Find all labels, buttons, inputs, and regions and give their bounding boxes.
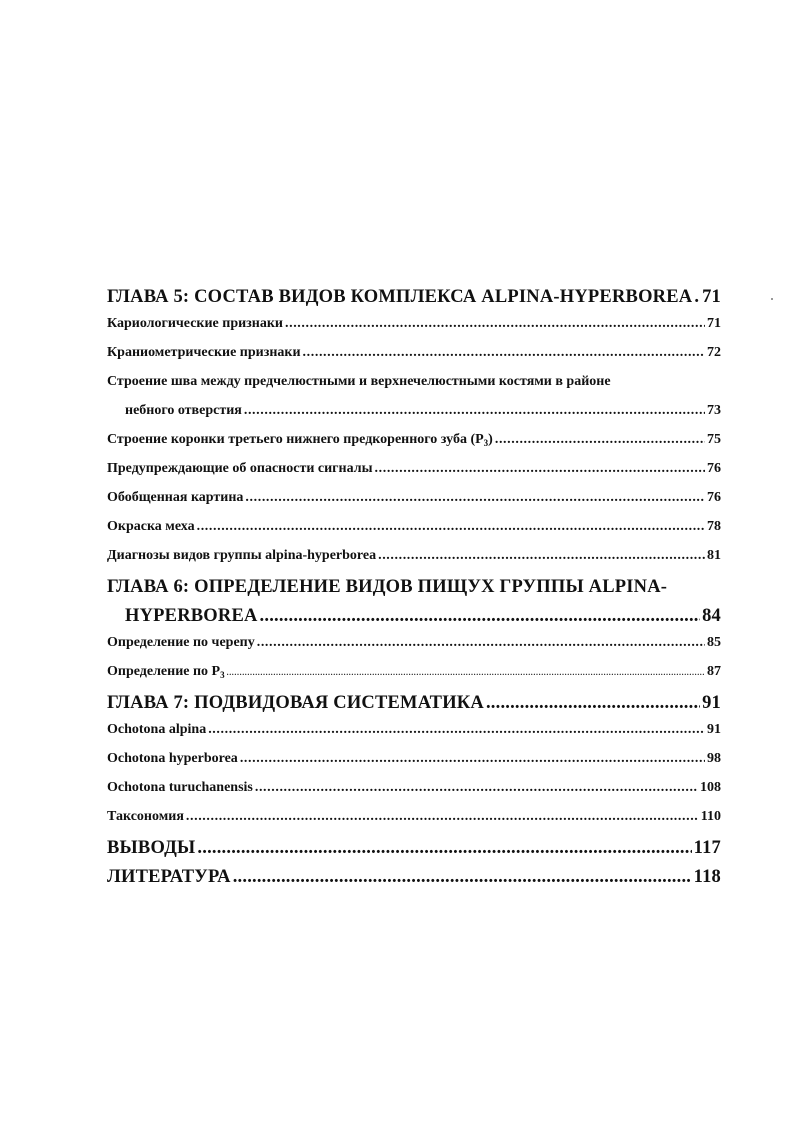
table-of-contents (107, 287, 721, 896)
toc-section-fur-color[interactable] (107, 519, 721, 548)
dot-leader (375, 461, 705, 477)
toc-entry-title: Обобщенная картина (107, 490, 244, 505)
toc-entry-title: Ochotona alpina (107, 722, 207, 737)
toc-page-number: 117 (693, 838, 721, 858)
dot-leader (208, 722, 705, 738)
toc-chapter-6-line1[interactable] (107, 577, 721, 606)
scan-speck (771, 298, 773, 300)
toc-section-ochotona-alpina[interactable] (107, 722, 721, 751)
dot-leader (378, 548, 705, 564)
toc-chapter-7[interactable] (107, 693, 721, 722)
toc-entry-title: Ochotona hyperborea (107, 751, 238, 766)
toc-page-number: 71 (702, 287, 721, 307)
toc-page-number: 76 (707, 461, 721, 476)
dot-leader (257, 635, 705, 651)
dot-leader (245, 490, 705, 506)
toc-section-p3-id[interactable] (107, 664, 721, 693)
toc-literature[interactable] (107, 867, 721, 896)
toc-section-summary[interactable] (107, 490, 721, 519)
toc-section-taxonomy[interactable] (107, 809, 721, 838)
toc-entry-title: ГЛАВА 6: ОПРЕДЕЛЕНИЕ ВИДОВ ПИЩУХ ГРУППЫ ALPINA- (107, 577, 668, 597)
toc-entry-title-continued: небного отверстия (125, 403, 242, 418)
toc-entry-title: Предупреждающие об опасности сигналы (107, 461, 373, 476)
toc-page-number: 81 (707, 548, 721, 563)
toc-page-number: 76 (707, 490, 721, 505)
toc-section-ochotona-hyperborea[interactable] (107, 751, 721, 780)
toc-entry-title: Таксономия (107, 809, 184, 824)
toc-section-suture[interactable] (107, 403, 721, 432)
toc-page-number: 71 (707, 316, 721, 331)
dot-leader (303, 345, 705, 361)
dot-leader (285, 316, 705, 332)
toc-entry-title: Определение по $P_3$ (107, 664, 225, 680)
toc-page-number: 84 (702, 606, 721, 626)
toc-page-number: 110 (700, 809, 721, 824)
toc-section-diagnoses[interactable] (107, 548, 721, 577)
toc-entry-title: Определение по черепу (107, 635, 255, 650)
toc-entry-title: Строение шва между предчелюстными и верхнечелюстными костями в районе (107, 374, 611, 389)
dot-leader (486, 693, 700, 714)
dot-leader (233, 867, 692, 888)
dot-leader (240, 751, 705, 767)
dot-leader (244, 403, 705, 419)
dot-leader (495, 432, 705, 448)
toc-page-number: 75 (707, 432, 721, 447)
dot-leader (255, 780, 698, 796)
toc-section-warning-signals[interactable] (107, 461, 721, 490)
dot-leader (694, 287, 700, 308)
toc-page-number: 98 (707, 751, 721, 766)
toc-entry-title: Диагнозы видов группы alpina-hyperborea (107, 548, 377, 563)
toc-entry-title: Окраска меха (107, 519, 195, 534)
toc-entry-title: Ochotona turuchanensis (107, 780, 253, 795)
toc-entry-title: ГЛАВА 7: ПОДВИДОВАЯ СИСТЕМАТИКА (107, 693, 484, 713)
toc-section-p3-crown[interactable] (107, 432, 721, 461)
toc-entry-title: ВЫВОДЫ (107, 838, 196, 858)
toc-page-number: 72 (707, 345, 721, 360)
toc-section-ochotona-turuchanensis[interactable] (107, 780, 721, 809)
toc-entry-title-continued: HYPERBOREA (125, 606, 258, 626)
toc-entry-title: ЛИТЕРАТУРА (107, 867, 231, 887)
toc-section-suture-line1[interactable] (107, 374, 721, 403)
dot-leader (186, 809, 699, 825)
dot-leader (260, 606, 701, 627)
toc-section-skull-id[interactable] (107, 635, 721, 664)
toc-section-karyology[interactable] (107, 316, 721, 345)
dot-leader (197, 838, 691, 859)
toc-page-number: 78 (707, 519, 721, 534)
toc-entry-title: Строение коронки третьего нижнего предкоренного зуба $(P_3)$ (107, 432, 493, 448)
toc-section-craniometry[interactable] (107, 345, 721, 374)
toc-entry-title: ГЛАВА 5: СОСТАВ ВИДОВ КОМПЛЕКСА ALPINA-HYPERBOREA (107, 287, 693, 307)
toc-page-number: 108 (700, 780, 721, 795)
toc-page-number: 85 (707, 635, 721, 650)
toc-page-number: 91 (702, 693, 721, 713)
toc-entry-title: Краниометрические признаки (107, 345, 301, 360)
dot-leader (197, 519, 705, 535)
toc-chapter-5[interactable] (107, 287, 721, 316)
toc-entry-title: Кариологические признаки (107, 316, 283, 331)
toc-page-number: 118 (693, 867, 721, 887)
toc-chapter-6[interactable] (107, 606, 721, 635)
toc-conclusions[interactable] (107, 838, 721, 867)
toc-page-number: 73 (707, 403, 721, 418)
toc-page-number: 87 (707, 664, 721, 679)
dot-leader (227, 664, 705, 680)
toc-page-number: 91 (707, 722, 721, 737)
